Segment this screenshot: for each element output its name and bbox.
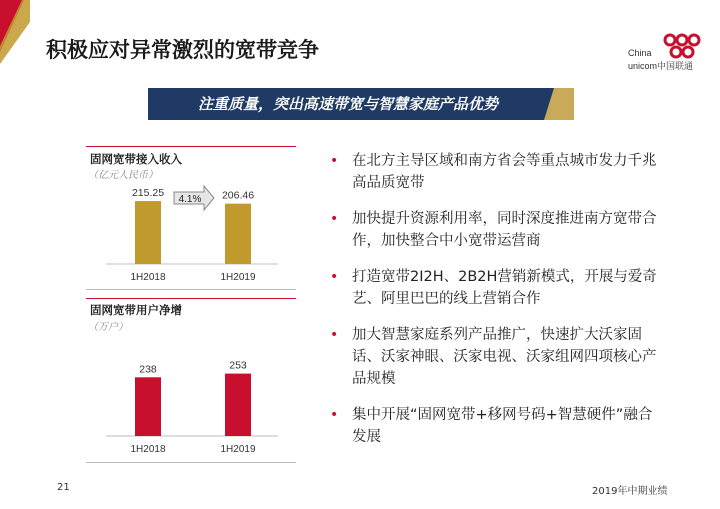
category-label: 1H2019 [220, 272, 256, 283]
revenue-bar-chart [86, 180, 296, 290]
bar [225, 374, 251, 436]
bullet-text: 加快提升资源利用率，同时深度推进南方宽带合作，加快整合中小宽带运营商 [352, 211, 657, 249]
bullet-text: 打造宽带2I2H、2B2H营销新模式，开展与爱奇艺、阿里巴巴的线上营销合作 [352, 269, 657, 307]
bullet-marker: • [330, 327, 339, 343]
banner-text: 注重质量，突出高速带宽与智慧家庭产品优势 [197, 95, 498, 113]
data-label: 206.46 [221, 189, 255, 202]
subscriber-bar-chart [86, 332, 296, 462]
bar [135, 377, 161, 436]
bar [135, 201, 161, 264]
company-logo [628, 32, 710, 80]
bullet-marker: • [330, 407, 339, 423]
china-unicom-knot-icon [660, 32, 704, 62]
corner-decoration [0, 0, 40, 70]
bullet-marker: • [330, 211, 339, 227]
banner [148, 88, 574, 120]
bar [225, 204, 251, 264]
subscriber-panel-top-rule [86, 298, 296, 299]
bullet-text: 加大智慧家庭系列产品推广，快速扩大沃家固话、沃家神眼、沃家电视、沃家组网四项核心产品规模 [352, 327, 657, 387]
subscriber-panel-unit: （万户） [88, 322, 128, 333]
data-label: 238 [139, 363, 157, 376]
report-name: 2019年中期业绩 [592, 486, 668, 497]
page-title: 积极应对异常激烈的宽带竞争 [46, 38, 319, 62]
subscriber-panel-title: 固网宽带用户净增 [90, 303, 182, 317]
revenue-panel-bottom-rule [86, 289, 296, 290]
category-label: 1H2018 [130, 272, 166, 283]
page-number: 21 [57, 482, 70, 493]
revenue-panel-top-rule [86, 146, 296, 147]
growth-annotation [174, 186, 214, 210]
logo-text-en: China [628, 48, 652, 58]
data-label: 215.25 [131, 187, 165, 200]
bullet-text: 集中开展“固网宽带+移网号码+智慧硬件”融合发展 [352, 407, 653, 445]
revenue-panel-title: 固网宽带接入收入 [90, 152, 182, 166]
category-label: 1H2019 [220, 444, 256, 455]
category-label: 1H2018 [130, 444, 166, 455]
revenue-panel-unit: （亿元人民币） [88, 170, 158, 181]
logo-text-cn: unicom中国联通 [628, 61, 694, 71]
subscriber-panel-bottom-rule [86, 462, 296, 463]
data-label: 253 [229, 359, 247, 372]
growth-label: 4.1% [178, 194, 202, 205]
bullet-marker: • [330, 153, 339, 169]
bullet-marker: • [330, 269, 339, 285]
bullet-text: 在北方主导区域和南方省会等重点城市发力千兆高品质宽带 [352, 153, 657, 191]
